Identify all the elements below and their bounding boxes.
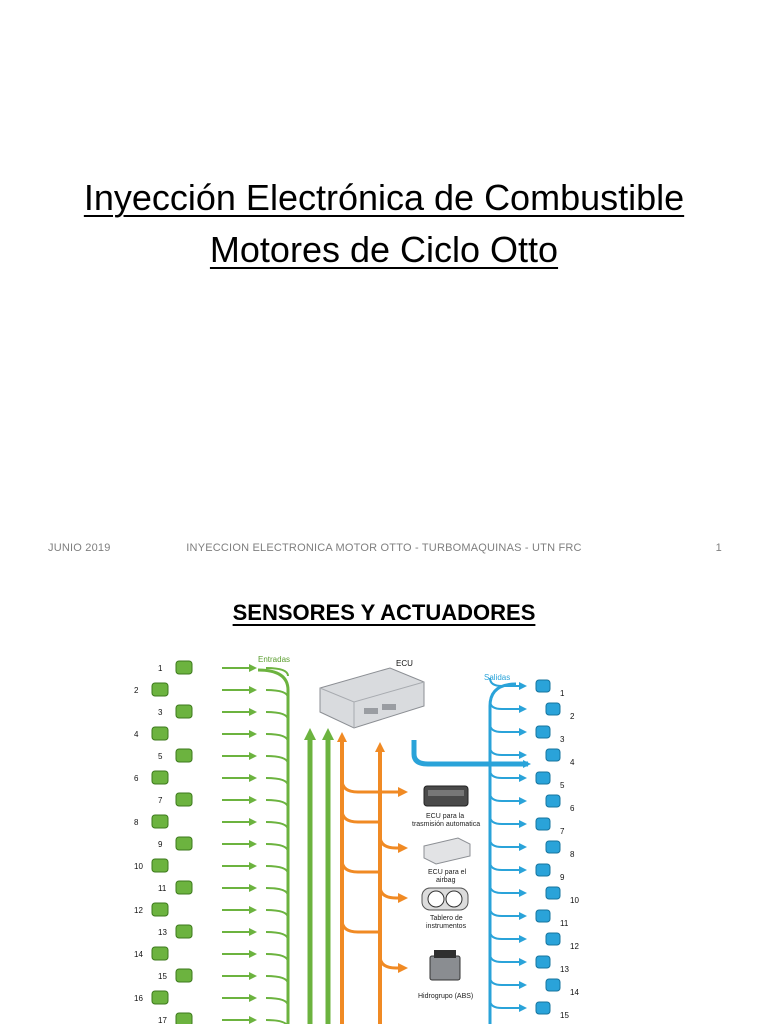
output-arrow <box>490 816 524 824</box>
actuator-rows <box>490 678 579 1020</box>
input-branch <box>266 778 288 786</box>
actuator-row <box>490 724 565 744</box>
sensor-row <box>134 683 288 698</box>
output-arrow <box>490 747 524 755</box>
actuator-icon <box>536 680 550 692</box>
actuator-icon <box>546 749 560 761</box>
actuator-row <box>490 793 575 813</box>
sensor-icon <box>152 815 168 828</box>
input-branch <box>266 866 288 874</box>
footer-course: INYECCION ELECTRONICA MOTOR OTTO - TURBOMAQUINAS - UTN FRC <box>186 542 582 554</box>
sensor-number: 14 <box>134 950 143 959</box>
input-branch <box>266 932 288 940</box>
sensor-number: 11 <box>158 884 167 893</box>
actuator-number: 6 <box>570 804 575 813</box>
actuator-row <box>490 862 565 882</box>
actuator-number: 11 <box>560 919 569 928</box>
actuator-icon <box>546 795 560 807</box>
inputs-label: Entradas <box>258 655 291 664</box>
sensor-number: 13 <box>158 928 167 937</box>
sensor-row <box>158 969 288 984</box>
module-label-line2: trasmisión automatica <box>412 821 481 828</box>
sensor-icon <box>176 1013 192 1024</box>
sensor-row <box>158 793 288 808</box>
sensor-number: 9 <box>158 840 163 849</box>
sensor-number: 4 <box>134 730 139 739</box>
sensor-icon <box>152 859 168 872</box>
sensor-number: 17 <box>158 1016 167 1024</box>
actuator-row <box>490 816 565 836</box>
sensor-icon <box>176 881 192 894</box>
output-arrow <box>490 885 524 893</box>
actuator-icon <box>536 726 550 738</box>
actuator-row <box>490 770 565 790</box>
actuator-number: 9 <box>560 873 565 882</box>
sensor-row <box>134 727 288 742</box>
actuator-number: 14 <box>570 988 579 997</box>
sensor-icon <box>176 661 192 674</box>
sensors-actuators-slide <box>0 570 768 1024</box>
sensor-row <box>134 859 288 874</box>
sensor-number: 12 <box>134 906 143 915</box>
actuator-icon <box>546 933 560 945</box>
input-branch <box>266 954 288 962</box>
sensor-number: 8 <box>134 818 139 827</box>
actuator-row <box>490 931 579 951</box>
sensor-row <box>158 749 288 764</box>
input-branch <box>266 1020 288 1024</box>
input-branch <box>266 800 288 808</box>
sensor-row <box>158 925 288 940</box>
input-bus <box>258 655 328 1024</box>
sensor-icon <box>152 947 168 960</box>
sensor-icon <box>176 705 192 718</box>
sensor-icon <box>152 903 168 916</box>
actuator-row <box>490 1000 569 1020</box>
sensor-icon <box>176 925 192 938</box>
actuator-icon <box>546 887 560 899</box>
sensor-icon <box>152 727 168 740</box>
output-arrow <box>490 862 524 870</box>
slide-title: SENSORES Y ACTUADORES <box>232 600 536 625</box>
ecu-label: ECU <box>396 659 413 668</box>
sensor-number: 15 <box>158 972 167 981</box>
sensor-row <box>134 815 288 830</box>
outputs-label: Salidas <box>484 673 511 682</box>
actuator-row <box>490 839 575 859</box>
input-branch <box>266 998 288 1006</box>
output-arrow <box>490 701 524 709</box>
actuator-icon <box>536 864 550 876</box>
actuator-number: 5 <box>560 781 565 790</box>
output-arrow <box>490 1000 524 1008</box>
actuator-number: 4 <box>570 758 575 767</box>
input-branch <box>266 844 288 852</box>
sensor-number: 2 <box>134 686 139 695</box>
sensor-row <box>134 947 288 962</box>
footer-date: JUNIO 2019 <box>48 542 111 554</box>
sensor-row <box>158 705 288 720</box>
actuator-icon <box>546 841 560 853</box>
footer-page-number: 1 <box>715 542 722 554</box>
actuator-icon <box>536 910 550 922</box>
actuator-row <box>490 701 575 721</box>
output-arrow <box>490 908 524 916</box>
module-abs-unit <box>418 950 473 1000</box>
actuator-number: 1 <box>560 689 565 698</box>
module-label-line2: instrumentos <box>426 923 467 930</box>
actuator-icon <box>546 703 560 715</box>
sensor-row <box>158 881 288 896</box>
actuator-number: 15 <box>560 1011 569 1020</box>
title-line-2: Motores de Ciclo Otto <box>209 229 559 270</box>
sensor-icon <box>176 749 192 762</box>
sensor-row <box>134 903 288 918</box>
title-line-1: Inyección Electrónica de Combustible <box>83 177 685 218</box>
output-arrow <box>490 770 524 778</box>
sensor-icon <box>176 837 192 850</box>
sensor-icon <box>152 683 168 696</box>
actuator-number: 2 <box>570 712 575 721</box>
sensor-number: 1 <box>158 664 163 673</box>
sensors-actuators-diagram <box>128 650 618 1024</box>
sensor-icon <box>176 793 192 806</box>
sensor-number: 5 <box>158 752 163 761</box>
network-bus <box>342 736 404 1024</box>
input-branch <box>266 690 288 698</box>
sensor-row <box>158 1013 288 1024</box>
input-branch <box>266 888 288 896</box>
module-label-line1: ECU para la <box>426 813 465 820</box>
sensor-row <box>158 837 288 852</box>
actuator-number: 3 <box>560 735 565 744</box>
input-branch <box>266 756 288 764</box>
ecu-unit <box>320 659 424 728</box>
module-airbag-ecu <box>424 838 470 884</box>
module-transmission-ecu <box>412 786 480 828</box>
sensor-row <box>134 771 288 786</box>
sensor-icon <box>152 991 168 1004</box>
output-arrow <box>490 724 524 732</box>
slide-title <box>0 172 768 276</box>
output-arrow <box>490 954 524 962</box>
input-branch <box>266 976 288 984</box>
actuator-number: 10 <box>570 896 579 905</box>
sensor-number: 7 <box>158 796 163 805</box>
actuator-number: 13 <box>560 965 569 974</box>
module-label-line1: ECU para el <box>428 869 467 876</box>
sensor-number: 16 <box>134 994 143 1003</box>
output-arrow <box>490 793 524 801</box>
actuator-icon <box>546 979 560 991</box>
module-instrument-cluster <box>422 888 468 930</box>
actuator-number: 8 <box>570 850 575 859</box>
input-branch <box>266 822 288 830</box>
output-arrow <box>490 931 524 939</box>
actuator-number: 7 <box>560 827 565 836</box>
output-arrow <box>490 977 524 985</box>
sensor-number: 10 <box>134 862 143 871</box>
sensor-number: 6 <box>134 774 139 783</box>
actuator-icon <box>536 956 550 968</box>
actuator-row <box>490 885 579 905</box>
input-branch <box>266 712 288 720</box>
actuator-icon <box>536 1002 550 1014</box>
actuator-icon <box>536 818 550 830</box>
sensor-rows <box>134 661 288 1024</box>
actuator-row <box>490 908 569 928</box>
input-branch <box>266 910 288 918</box>
actuator-number: 12 <box>570 942 579 951</box>
actuator-row <box>490 977 579 997</box>
module-label-line1: Hidrogrupo (ABS) <box>418 993 474 1000</box>
module-label-line2: airbag <box>436 877 456 884</box>
actuator-icon <box>536 772 550 784</box>
input-branch <box>266 734 288 742</box>
actuator-row <box>490 954 569 974</box>
sensor-row <box>134 991 288 1006</box>
sensor-icon <box>152 771 168 784</box>
module-label-line1: Tablero de <box>430 915 463 922</box>
sensor-icon <box>176 969 192 982</box>
sensor-number: 3 <box>158 708 163 717</box>
output-arrow <box>490 839 524 847</box>
